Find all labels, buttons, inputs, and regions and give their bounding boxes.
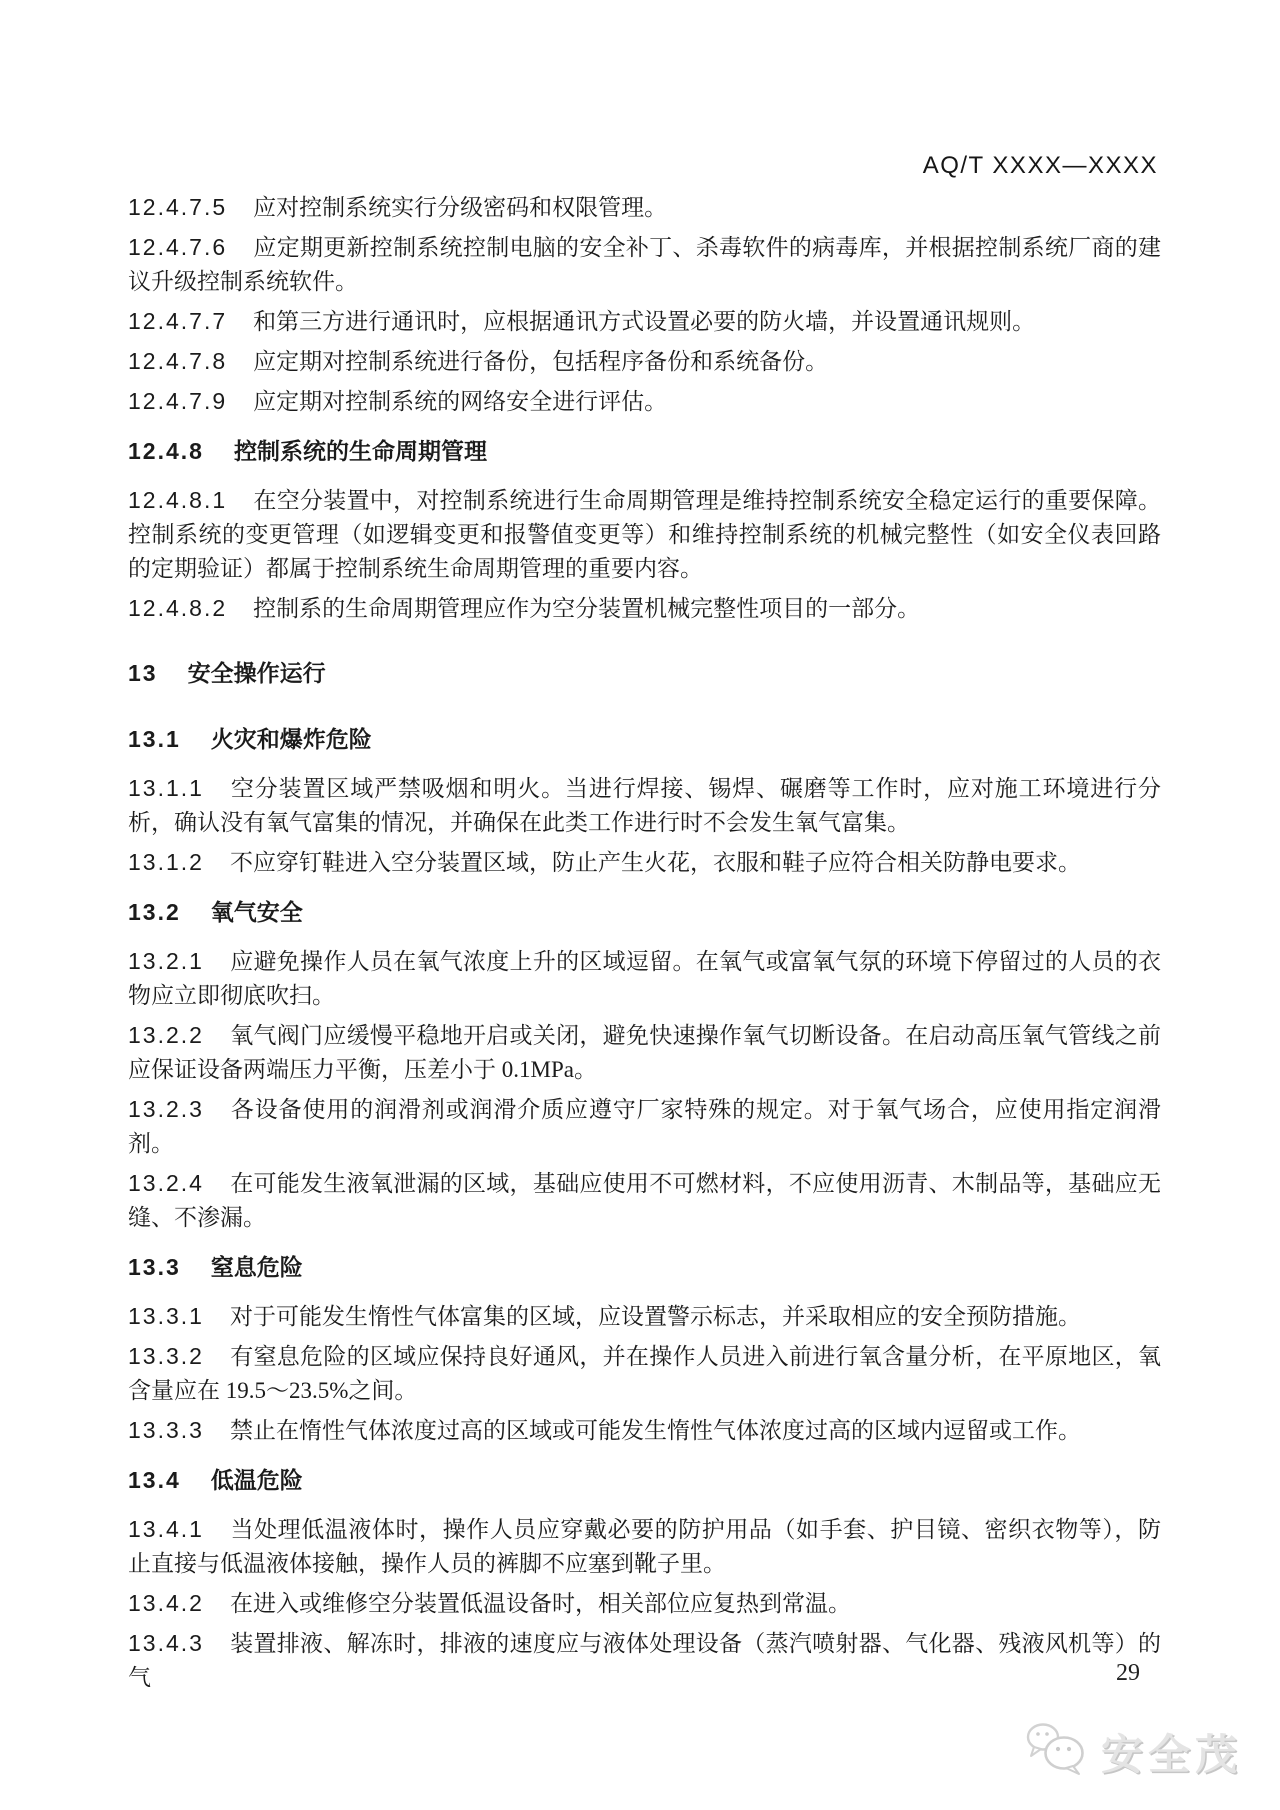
clause-number: 13.2.2 — [128, 1022, 204, 1048]
clause-13.1.2 — [128, 845, 1161, 880]
clause-text: 应定期更新控制系统控制电脑的安全补丁、杀毒软件的病毒库，并根据控制系统厂商的建议升级控制系统软件。 — [128, 235, 1161, 294]
clause-text: 对于可能发生惰性气体富集的区域，应设置警示标志，并采取相应的安全预防措施。 — [229, 1304, 1081, 1329]
clause-text: 控制系的生命周期管理应作为空分装置机械完整性项目的一部分。 — [253, 596, 921, 621]
clause-text: 应对控制系统实行分级密码和权限管理。 — [253, 195, 668, 220]
clause-text: 应定期对控制系统的网络安全进行评估。 — [253, 389, 668, 414]
clause-text: 各设备使用的润滑剂或润滑介质应遵守厂家特殊的规定。对于氧气场合，应使用指定润滑剂。 — [128, 1097, 1161, 1156]
clause-number: 13.3.2 — [128, 1343, 204, 1369]
clause-13.2.4 — [128, 1166, 1161, 1235]
clause-text: 控制系统的生命周期管理 — [233, 438, 487, 464]
clause-number: 13.2 — [128, 899, 181, 925]
section-heading-13.4 — [128, 1463, 1161, 1497]
clause-13.1.1 — [128, 771, 1161, 840]
standard-number: AQ/T XXXX—XXXX — [922, 152, 1158, 179]
clause-number: 12.4.8.1 — [128, 487, 228, 513]
document-content — [128, 190, 1161, 1700]
clause-12.4.7.7 — [128, 304, 1161, 339]
wechat-chat-bubbles-icon — [1023, 1720, 1091, 1783]
clause-text: 不应穿钉鞋进入空分装置区域，防止产生火花，衣服和鞋子应符合相关防静电要求。 — [229, 850, 1081, 875]
clause-text: 在进入或维修空分装置低温设备时，相关部位应复热到常温。 — [229, 1591, 851, 1616]
clause-12.4.8.1 — [128, 483, 1161, 586]
clause-text: 在空分装置中，对控制系统进行生命周期管理是维持控制系统安全稳定运行的重要保障。控制系统的变更管理（如逻辑变更和报警值变更等）和维持控制系统的机械完整性（如安全仪表回路的定期验证）都属于控制系统生命周期管理的重要内容。 — [128, 488, 1161, 581]
chapter-heading-13 — [128, 656, 1161, 690]
clause-number: 13.2.4 — [128, 1170, 204, 1196]
clause-text: 窒息危险 — [210, 1254, 303, 1280]
watermark-text: 安全茂 — [1100, 1730, 1242, 1778]
clause-text: 有窒息危险的区域应保持良好通风，并在操作人员进入前进行氧含量分析，在平原地区，氧含量应在 19.5～23.5%之间。 — [128, 1344, 1161, 1403]
clause-13.3.2 — [128, 1339, 1161, 1408]
clause-text: 氧气安全 — [210, 899, 303, 925]
clause-text: 装置排液、解冻时，排液的速度应与液体处理设备（蒸汽喷射器、气化器、残液风机等）的气 — [128, 1631, 1161, 1690]
clause-text: 当处理低温液体时，操作人员应穿戴必要的防护用品（如手套、护目镜、密织衣物等），防止直接与低温液体接触，操作人员的裤脚不应塞到靴子里。 — [128, 1517, 1161, 1576]
clause-number: 12.4.7.6 — [128, 234, 228, 260]
clause-13.4.1 — [128, 1512, 1161, 1581]
clause-13.4.2 — [128, 1586, 1161, 1621]
clause-number: 12.4.8.2 — [128, 595, 228, 621]
clause-text: 禁止在惰性气体浓度过高的区域或可能发生惰性气体浓度过高的区域内逗留或工作。 — [229, 1418, 1081, 1443]
clause-13.2.1 — [128, 944, 1161, 1013]
clause-text: 应定期对控制系统进行备份，包括程序备份和系统备份。 — [253, 349, 829, 374]
clause-number: 13.1 — [128, 726, 181, 752]
clause-number: 12.4.8 — [128, 438, 204, 464]
clause-number: 13.4.1 — [128, 1516, 204, 1542]
watermark — [1023, 1720, 1242, 1783]
clause-12.4.7.8 — [128, 344, 1161, 379]
clause-number: 13.2.3 — [128, 1096, 204, 1122]
clause-text: 氧气阀门应缓慢平稳地开启或关闭，避免快速操作氧气切断设备。在启动高压氧气管线之前应保证设备两端压力平衡，压差小于 0.1MPa。 — [128, 1023, 1161, 1082]
section-heading-12.4.8 — [128, 434, 1161, 468]
clause-12.4.7.6 — [128, 230, 1161, 299]
clause-13.3.3 — [128, 1413, 1161, 1448]
section-heading-13.1 — [128, 722, 1161, 756]
clause-text: 空分装置区域严禁吸烟和明火。当进行焊接、锡焊、碾磨等工作时，应对施工环境进行分析，确认没有氧气富集的情况，并确保在此类工作进行时不会发生氧气富集。 — [128, 776, 1161, 835]
page-header — [923, 152, 1158, 180]
clause-number: 13.2.1 — [128, 948, 204, 974]
clause-number: 13 — [128, 660, 158, 686]
clause-12.4.7.9 — [128, 384, 1161, 419]
clause-number: 13.3.1 — [128, 1303, 204, 1329]
clause-text: 应避免操作人员在氧气浓度上升的区域逗留。在氧气或富氧气氛的环境下停留过的人员的衣物应立即彻底吹扫。 — [128, 949, 1161, 1008]
clause-13.4.3 — [128, 1626, 1161, 1695]
clause-13.2.2 — [128, 1018, 1161, 1087]
clause-number: 12.4.7.8 — [128, 348, 228, 374]
clause-text: 安全操作运行 — [187, 660, 326, 686]
section-heading-13.3 — [128, 1250, 1161, 1284]
clause-number: 13.4.3 — [128, 1630, 204, 1656]
clause-number: 13.1.2 — [128, 849, 204, 875]
page-number: 29 — [1116, 1660, 1140, 1686]
clause-number: 12.4.7.5 — [128, 194, 228, 220]
clause-text: 低温危险 — [210, 1467, 303, 1493]
clause-number: 13.4 — [128, 1467, 181, 1493]
clause-text: 和第三方进行通讯时，应根据通讯方式设置必要的防火墙，并设置通讯规则。 — [253, 309, 1036, 334]
section-heading-13.2 — [128, 895, 1161, 929]
clause-13.3.1 — [128, 1299, 1161, 1334]
clause-number: 13.3 — [128, 1254, 181, 1280]
clause-number: 12.4.7.7 — [128, 308, 228, 334]
clause-number: 12.4.7.9 — [128, 388, 228, 414]
clause-text: 在可能发生液氧泄漏的区域，基础应使用不可燃材料，不应使用沥青、木制品等，基础应无缝、不渗漏。 — [128, 1171, 1161, 1230]
clause-number: 13.1.1 — [128, 775, 204, 801]
clause-12.4.7.5 — [128, 190, 1161, 225]
clause-text: 火灾和爆炸危险 — [210, 726, 372, 752]
clause-number: 13.3.3 — [128, 1417, 204, 1443]
clause-number: 13.4.2 — [128, 1590, 204, 1616]
clause-13.2.3 — [128, 1092, 1161, 1161]
clause-12.4.8.2 — [128, 591, 1161, 626]
